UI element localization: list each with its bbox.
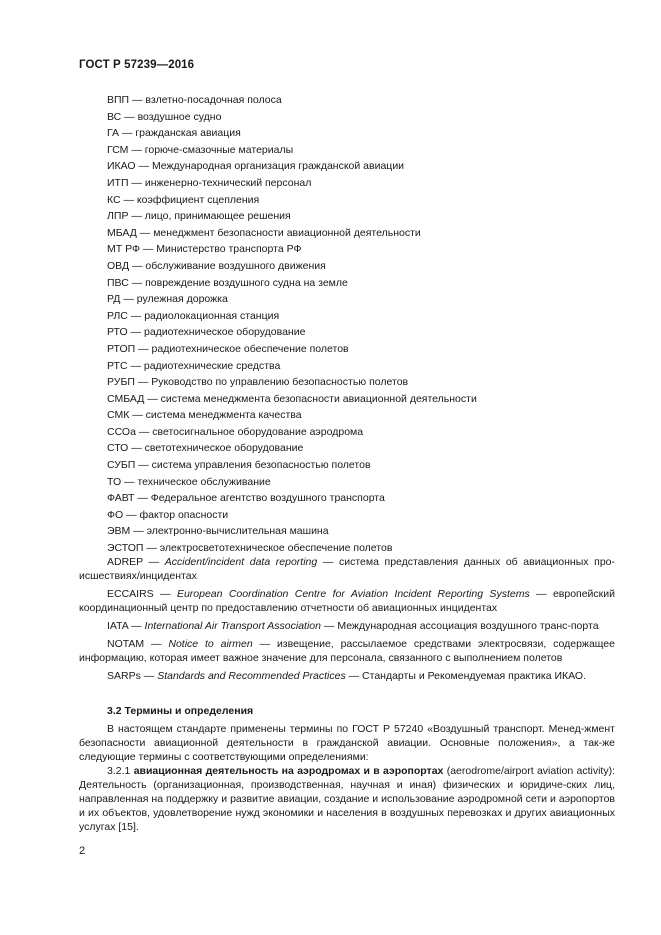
abbreviation-item: ЭВМ — электронно-вычислительная машина xyxy=(107,525,329,538)
latin-abbreviation-item: NOTAM — Notice to airmen — извещение, рассылаемое средствами электросвязи, содержащее информацию, которая имеет важное значение для персонала, связанного с выполнением полетов xyxy=(79,638,615,664)
page-number: 2 xyxy=(79,845,86,857)
section-intro: В настоящем стандарте применены термины по ГОСТ Р 57240 «Воздушный транспорт. Менед-жмент безопасности авиационной деятельности в гражданской авиации. Основные положения», а так-же следующие термины с соответствующими определениями: xyxy=(79,723,615,763)
abbr-code: SARPs xyxy=(107,670,141,682)
abbreviation-item: ГСМ — горюче-смазочные материалы xyxy=(107,143,294,156)
abbreviation-item: РД — рулежная дорожка xyxy=(107,293,228,306)
abbr-code: ECCAIRS xyxy=(107,588,154,600)
abbreviation-item: ОВД — обслуживание воздушного движения xyxy=(107,259,326,272)
term-name: авиационная деятельность на аэродромах и в аэропортах xyxy=(133,765,444,777)
term-text: (aerodrome/airport aviation activity): Деятельность (организационная, производственная, научная и иная) физических и юридиче-ских лиц, направленная на поддержку и развитие авиации, создание и использование аэродромной сети и аэропортов и их объектов, удовлетворение нужд экономики и населения в воздушных перевозках и других авиационных услугах [15]. xyxy=(79,765,615,833)
abbreviation-item: РЛС — радиолокационная станция xyxy=(107,309,280,322)
abbreviation-item: ССОа — светосигнальное оборудование аэродрома xyxy=(107,425,364,438)
abbreviation-item: ВС — воздушное судно xyxy=(107,110,222,123)
abbr-expansion: European Coordination Centre for Aviation Incident Reporting Systems xyxy=(176,588,530,600)
abbr-code: NOTAM xyxy=(107,638,145,650)
abbreviation-item: СУБП — система управления безопасностью полетов xyxy=(107,459,371,472)
abbreviation-item: ФО — фактор опасности xyxy=(107,508,229,521)
abbreviation-item: ВПП — взлетно-посадочная полоса xyxy=(107,94,282,106)
abbr-translation: — европейский координационный центр по предоставлению отчетности об авиационных инцидентах xyxy=(79,588,616,614)
abbr-code: ADREP xyxy=(107,556,143,568)
abbreviation-item: ПВС — повреждение воздушного судна на земле xyxy=(107,276,348,289)
abbreviation-item: ИКАО — Международная организация гражданской авиации xyxy=(107,160,405,173)
abbreviation-item: МТ РФ — Министерство транспорта РФ xyxy=(107,243,302,256)
section-title: 3.2 Термины и определения xyxy=(107,705,254,717)
abbr-expansion: Accident/incident data reporting xyxy=(164,556,318,568)
abbr-translation: — система представления данных об авиационных про-исшествиях/инцидентах xyxy=(79,556,615,582)
abbreviation-item: РУБП — Руководство по управлению безопасностью полетов xyxy=(107,376,409,389)
abbreviation-item: ИТП — инженерно-технический персонал xyxy=(107,176,312,189)
abbr-expansion: International Air Transport Association xyxy=(144,620,321,632)
abbr-expansion: Notice to airmen xyxy=(168,638,253,650)
abbreviation-item: РТО — радиотехническое оборудование xyxy=(107,326,306,339)
abbreviation-item: ФАВТ — Федеральное агентство воздушного транспорта xyxy=(107,492,385,505)
document-header: ГОСТ Р 57239—2016 xyxy=(79,59,195,71)
abbr-translation: — Стандарты и Рекомендуемая практика ИКАО. xyxy=(345,670,586,682)
abbreviation-item: ТО — техническое обслуживание xyxy=(107,475,271,488)
term-number: 3.2.1 xyxy=(107,765,131,777)
abbr-translation: — Международная ассоциация воздушного транс-порта xyxy=(321,620,599,632)
abbreviation-item: СМБАД — система менеджмента безопасности авиационной деятельности xyxy=(107,392,477,405)
latin-abbreviation-list xyxy=(79,555,615,687)
abbreviation-item: СТО — светотехническое оборудование xyxy=(107,442,304,455)
abbreviation-item: ГА — гражданская авиация xyxy=(107,127,241,140)
abbreviation-item: ЛПР — лицо, принимающее решения xyxy=(107,210,291,223)
abbr-translation: — извещение, рассылаемое средствами электросвязи, содержащее информацию, которая имеет важное значение для персонала, связанного с выполнением полетов xyxy=(79,638,615,664)
latin-abbreviation-item: ECCAIRS — European Coordination Centre for Aviation Incident Reporting Systems — европейский координационный центр по предоставлению отчетности об авиационных инцидентах xyxy=(79,588,616,614)
term-definition xyxy=(79,764,615,834)
abbreviation-item: РТС — радиотехнические средства xyxy=(107,359,281,372)
abbr-expansion: Standards and Recommended Practices xyxy=(157,670,346,682)
latin-abbreviation-item: ADREP — Accident/incident data reporting — система представления данных об авиационных про-исшествиях/инцидентах xyxy=(79,556,615,582)
abbreviation-item: МБАД — менеджмент безопасности авиационной деятельности xyxy=(107,226,421,239)
latin-abbreviation-item: SARPs — Standards and Recommended Practices — Стандарты и Рекомендуемая практика ИКАО. xyxy=(107,670,586,682)
abbreviation-list xyxy=(107,92,617,557)
abbreviation-item: РТОП — радиотехническое обеспечение полетов xyxy=(107,342,349,355)
abbreviation-item: СМК — система менеджмента качества xyxy=(107,409,302,422)
abbreviation-item: КС — коэффициент сцепления xyxy=(107,193,260,206)
abbr-code: IATA xyxy=(107,620,129,632)
latin-abbreviation-item: IATA — International Air Transport Association — Международная ассоциация воздушного транс-порта xyxy=(107,620,599,632)
abbreviation-item: ЭСТОП — электросветотехническое обеспечение полетов xyxy=(107,542,393,555)
